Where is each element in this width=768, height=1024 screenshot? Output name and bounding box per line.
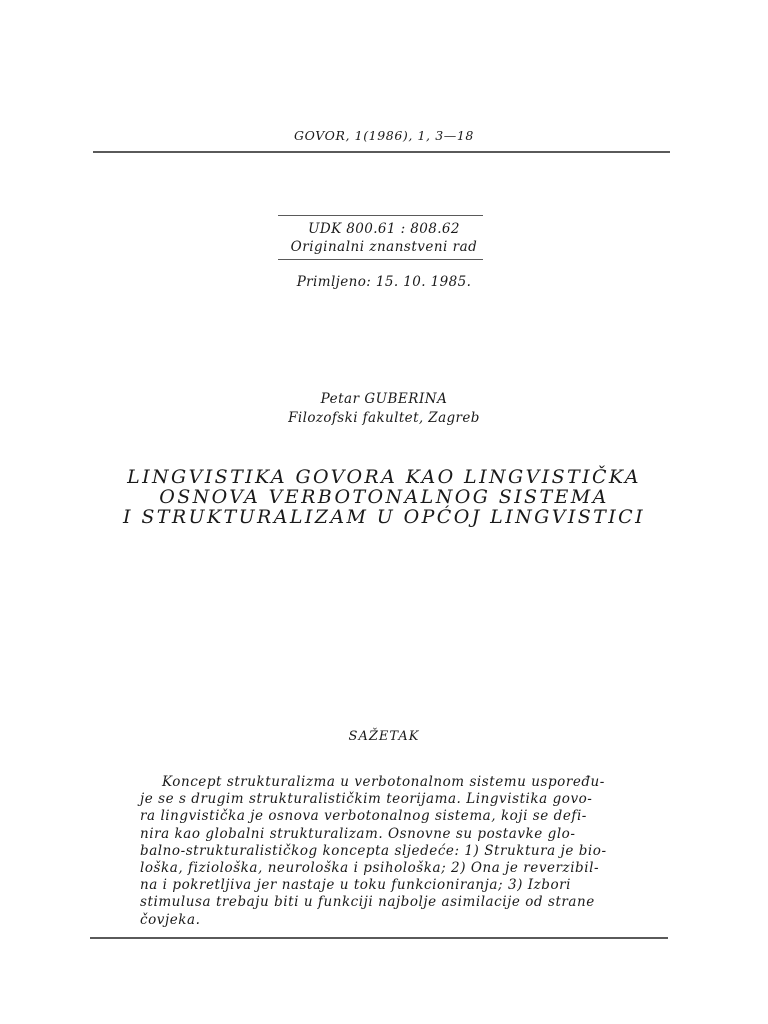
abstract-line: balno-strukturalističkog koncepta sljedeće: 1) Struktura je bio- — [140, 842, 607, 859]
udk-top-rule — [278, 215, 483, 216]
paper-type: Originalni znanstveni rad — [290, 239, 478, 255]
abstract-line: je se s drugim strukturalističkim teorijama. Lingvistika govo- — [140, 791, 593, 808]
author-affiliation: Filozofski fakultet, Zagreb — [288, 410, 480, 426]
abstract-body — [140, 774, 626, 929]
abstract-line: loška, fiziološka, neurološka i psihološka; 2) Ona je reverzibil- — [140, 860, 600, 877]
abstract-line: ra lingvistička je osnova verbotonalnog sistema, koji se defi- — [140, 808, 587, 825]
udk-code: UDK 800.61 : 808.62 — [308, 221, 460, 237]
abstract-line: nira kao globalni strukturalizam. Osnovne su postavke glo- — [140, 825, 576, 842]
abstract-line: čovjeka. — [140, 911, 201, 928]
title-line: I STRUKTURALIZAM U OPĆOJ LINGVISTICI — [123, 506, 645, 528]
author-name: Petar GUBERINA — [320, 391, 448, 407]
header-rule — [93, 151, 670, 153]
udk-bottom-rule — [278, 259, 483, 260]
journal-citation: GOVOR, 1(1986), 1, 3—18 — [294, 128, 474, 143]
abstract-bottom-rule — [90, 937, 668, 939]
title-line: OSNOVA VERBOTONALNOG SISTEMA — [159, 486, 609, 508]
abstract-line: na i pokretljiva jer nastaje u toku funkcioniranja; 3) Izbori — [140, 877, 572, 894]
abstract-line: stimulusa trebaju biti u funkciji najbolje asimilacije od strane — [140, 894, 595, 911]
abstract-heading: SAŽETAK — [348, 729, 420, 744]
abstract-line: Koncept strukturalizma u verbotonalnom sistemu uspoređu- — [162, 774, 605, 790]
title-line: LINGVISTIKA GOVORA KAO LINGVISTIČKA — [127, 466, 641, 488]
received-date: Primljeno: 15. 10. 1985. — [296, 274, 472, 290]
